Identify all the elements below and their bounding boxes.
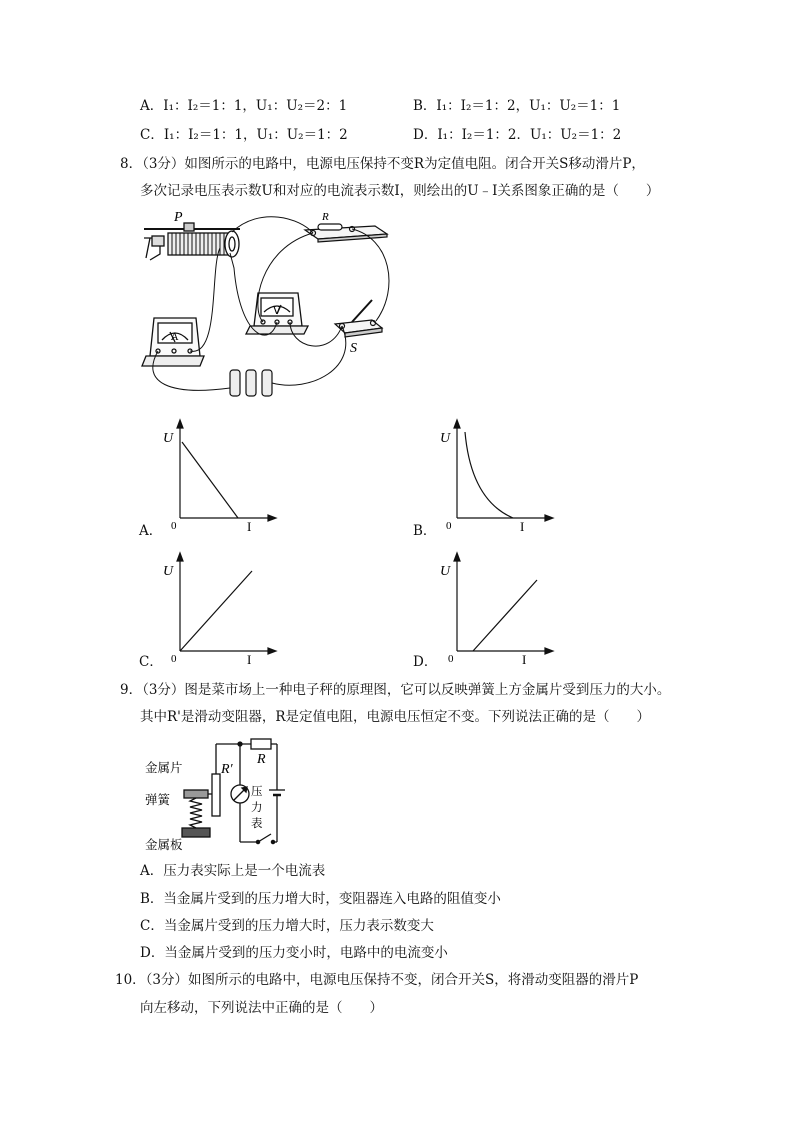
- q9-scale-diagram: [140, 736, 300, 854]
- q8-stem-line1: 8．（3分）如图所示的电路中，电源电压保持不变R为定值电阻。闭合开关S移动滑片P，: [120, 156, 645, 172]
- x-axis-arrow: [545, 515, 553, 521]
- meter-char-1: 压: [251, 784, 263, 798]
- battery-icon: [230, 370, 272, 396]
- x-axis-arrow: [268, 515, 276, 521]
- meter-char-3: 表: [251, 816, 263, 830]
- q8-stem-line2: 多次记录电压表示数U和对应的电流表示数I，则绘出的U﹣I关系图象正确的是（ ）: [140, 183, 660, 199]
- x-axis-arrow: [545, 648, 553, 654]
- spring-icon: [190, 798, 202, 828]
- q10-stem-line2: 向左移动，下列说法中正确的是（ ）: [140, 1000, 383, 1016]
- origin-label: 0: [171, 520, 177, 532]
- q9-option-b: B．当金属片受到的压力增大时，变阻器连入电路的阻值变小: [140, 891, 501, 907]
- q9-option-a: A．压力表实际上是一个电流表: [140, 863, 326, 879]
- q8-option-c-label: C．: [139, 654, 163, 670]
- graph-line: [182, 442, 238, 518]
- metal-plate-icon: [182, 828, 210, 837]
- voltmeter-label: V: [273, 306, 281, 317]
- q7-option-d: D．I₁：I₂＝1：2．U₁：U₂＝1：2: [413, 127, 622, 143]
- y-axis-arrow: [454, 553, 460, 561]
- q9-stem-line1: 9．（3分）图是菜市场上一种电子秤的原理图，它可以反映弹簧上方金属片受到压力的大小。: [120, 682, 671, 698]
- metal-piece-label: 金属片: [145, 760, 183, 775]
- switch-label: S: [350, 341, 357, 356]
- rheostat-r-prime-icon: [212, 774, 220, 816]
- graph-line: [180, 571, 252, 651]
- resistor-label: R: [322, 211, 329, 223]
- q9-stem-line2: 其中R'是滑动变阻器，R是定值电阻，电源电压恒定不变。下列说法正确的是（ ）: [140, 709, 651, 725]
- ammeter-label: A: [171, 332, 179, 343]
- rheostat-label: R′: [221, 762, 233, 777]
- metal-piece-icon: [184, 790, 208, 798]
- x-axis-arrow: [268, 648, 276, 654]
- y-axis-arrow: [177, 420, 183, 428]
- q10-stem-line1: 10．（3分）如图所示的电路中，电源电压保持不变，闭合开关S，将滑动变阻器的滑片P: [115, 972, 639, 988]
- y-axis-arrow: [177, 553, 183, 561]
- y-axis-label: U: [163, 564, 174, 579]
- resistor-label: R: [257, 752, 266, 767]
- q8-graph-b: [437, 420, 567, 534]
- resistor-icon: [305, 224, 387, 242]
- q8-graph-a: [160, 420, 290, 534]
- graph-curve: [465, 432, 513, 518]
- switch-icon: [335, 300, 382, 337]
- q7-option-c: C．I₁：I₂＝1：1，U₁：U₂＝1：2: [140, 127, 348, 143]
- q8-option-d-label: D．: [413, 654, 438, 670]
- y-axis-label: U: [440, 564, 451, 579]
- x-axis-label: I: [522, 652, 527, 667]
- rheostat-icon: [144, 223, 240, 260]
- q7-option-b: B．I₁：I₂＝1：2，U₁：U₂＝1：1: [413, 98, 621, 114]
- graph-line: [473, 580, 537, 651]
- q8-graph-c: [160, 553, 290, 667]
- metal-plate-label: 金属板: [145, 837, 183, 852]
- resistor-r-icon: [251, 739, 271, 749]
- q8-circuit-diagram: [140, 208, 400, 408]
- origin-label: 0: [448, 653, 454, 665]
- q8-option-a-label: A．: [139, 523, 163, 539]
- x-axis-label: I: [247, 652, 252, 667]
- spring-label: 弹簧: [145, 792, 171, 807]
- switch-blade-icon: [258, 834, 271, 842]
- slider-label: P: [174, 210, 183, 225]
- q8-graph-d: [437, 553, 567, 667]
- origin-label: 0: [446, 520, 452, 532]
- x-axis-label: I: [520, 519, 525, 534]
- q9-option-d: D．当金属片受到的压力变小时，电路中的电流变小: [140, 945, 448, 961]
- q9-option-c: C．当金属片受到的压力增大时，压力表示数变大: [140, 918, 434, 934]
- q7-option-a: A．I₁：I₂＝1：1，U₁：U₂＝2：1: [140, 98, 348, 114]
- x-axis-label: I: [247, 519, 252, 534]
- y-axis-label: U: [163, 431, 174, 446]
- y-axis-arrow: [454, 420, 460, 428]
- origin-label: 0: [171, 653, 177, 665]
- y-axis-label: U: [440, 431, 451, 446]
- meter-char-2: 力: [251, 800, 263, 814]
- q8-option-b-label: B．: [413, 523, 437, 539]
